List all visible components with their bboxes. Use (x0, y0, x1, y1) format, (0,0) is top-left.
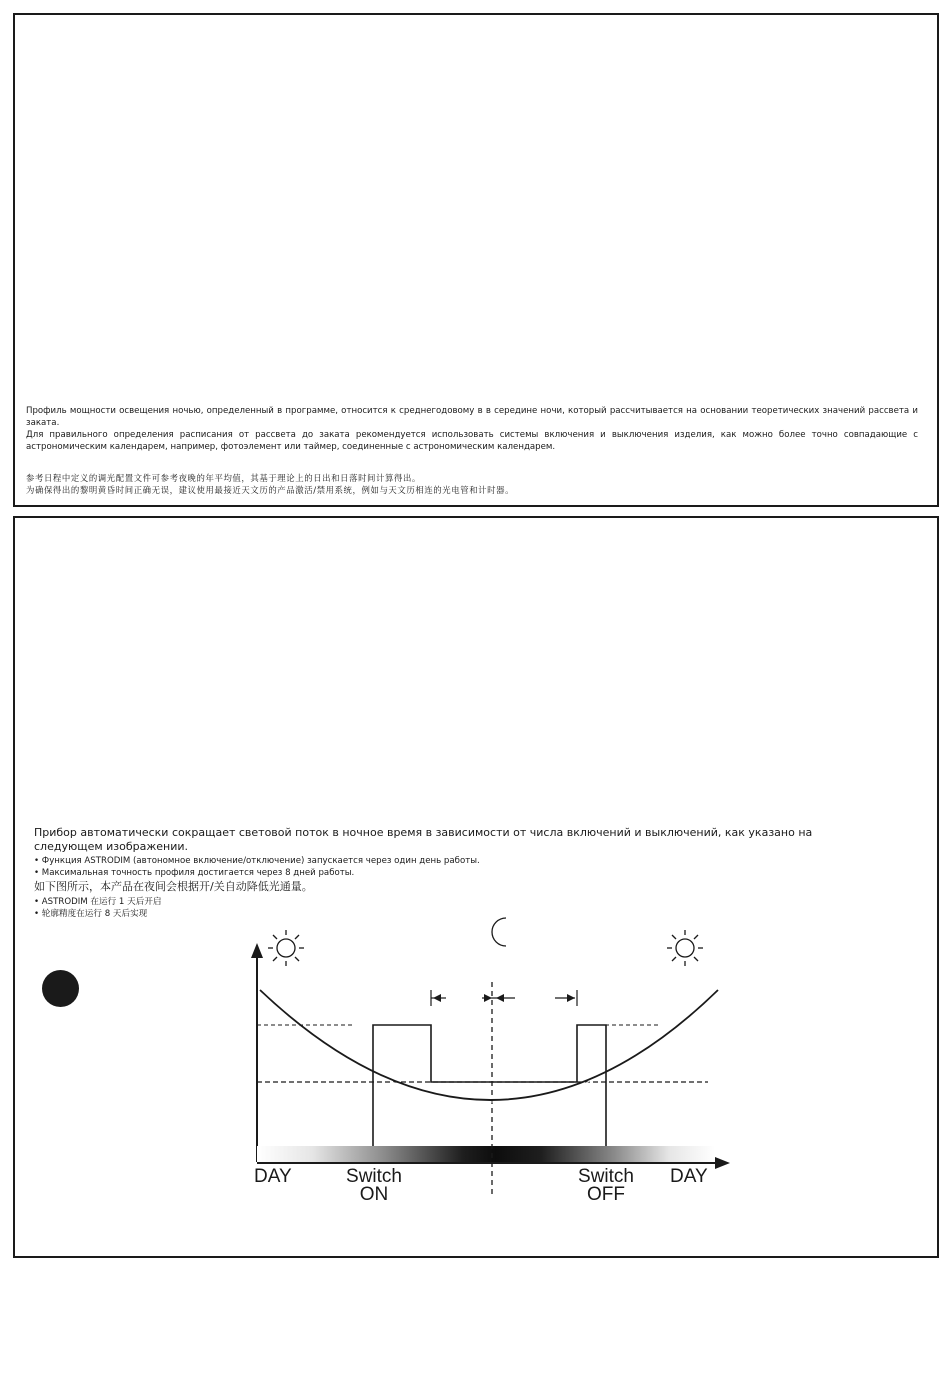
label-day-right: DAY (670, 1166, 708, 1187)
zh-line-2: 为确保得出的黎明黄昏时间正确无误，建议使用最接近天文历的产品激活/禁用系统，例如与天文历相连的光电管和计时器。 (26, 485, 515, 495)
ru-paragraph-1: Профиль мощности освещения ночью, определенный в программе, относится к среднегодовому в в середине ночи, который рассчитывается на основании теоретических значений рассвета и заката. (26, 406, 918, 428)
ru-bullet-list (34, 855, 884, 879)
light-level-curve (260, 990, 718, 1100)
moon-icon (492, 918, 506, 946)
ru-bullet-2: • Максимальная точность профиля достигается через 8 дней работы. (34, 868, 355, 878)
ru-lead-text: Прибор автоматически сокращает световой поток в ночное время в зависимости от числа включений и выключений, как указано на следующем изображении. (34, 826, 813, 853)
label-switch-off-line1: Switch (578, 1166, 634, 1187)
sun-icon (268, 930, 304, 966)
ru-notes (26, 405, 918, 453)
interval-markers (431, 990, 577, 1006)
night-band (257, 1146, 715, 1162)
zh-lead-text: 如下图所示，本产品在夜间会根据开/关自动降低光通量。 (34, 880, 313, 893)
sun-icon (667, 930, 703, 966)
ru-bullet-1: • Функция ASTRODIM (автономное включение/отключение) запускается через один день работы. (34, 856, 480, 866)
zh-bullet-1: • ASTRODIM 在运行 1 天后开启 (34, 897, 162, 907)
y-axis (251, 943, 263, 1162)
zh-bullet-2: • 轮廓精度在运行 8 天后实现 (34, 909, 148, 919)
label-day-left: DAY (254, 1166, 292, 1187)
astrodim-diagram (230, 910, 750, 1210)
zh-notes (26, 472, 918, 496)
ru-paragraph-2: Для правильного определения расписания от рассвета до заката рекомендуется использовать системы включения и выключения изделия, как можно более точно совпадающие с астрономическим календарем, например, фотоэлемент или таймер, соединенные с астрономическим календарем. (26, 430, 918, 452)
label-switch-on-line2: ON (359, 1184, 389, 1205)
label-switch-off-line2: OFF (587, 1184, 625, 1205)
label-switch-on-line1: Switch (346, 1166, 402, 1187)
zh-line-1: 参考日程中定义的调光配置文件可参考夜晚的年平均值，其基于理论上的日出和日落时间计算得出。 (26, 473, 421, 483)
section-marker-dot (42, 970, 79, 1007)
